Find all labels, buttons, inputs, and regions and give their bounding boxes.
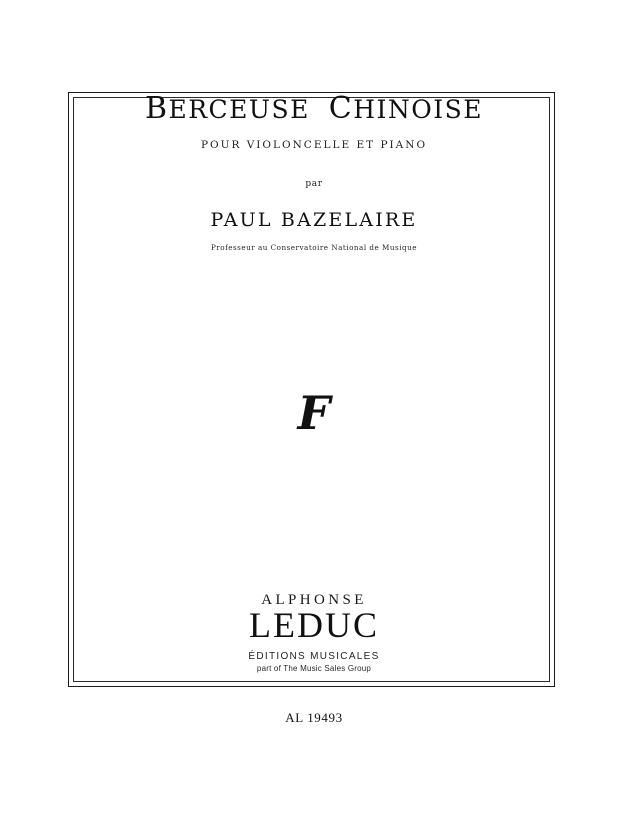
- composer-name: PAUL BAZELAIRE: [210, 209, 418, 231]
- by-word: par: [305, 179, 323, 189]
- title-block: [0, 92, 628, 252]
- publisher-group: part of The Music Sales Group: [256, 663, 372, 673]
- publisher-name-top: ALPHONSE: [261, 592, 367, 608]
- catalog-number: AL 19493: [285, 710, 343, 725]
- publisher-name-main: LEDUC: [249, 605, 379, 645]
- publisher-block: [0, 592, 628, 673]
- page-title: BERCEUSE CHINOISE: [144, 91, 484, 126]
- instrumentation-subtitle: POUR VIOLONCELLE ET PIANO: [200, 139, 428, 151]
- leduc-monogram-icon: F: [297, 386, 331, 440]
- composer-role: Professeur au Conservatoire National de Musique: [210, 243, 418, 252]
- publisher-tagline: ÉDITIONS MUSICALES: [248, 650, 380, 662]
